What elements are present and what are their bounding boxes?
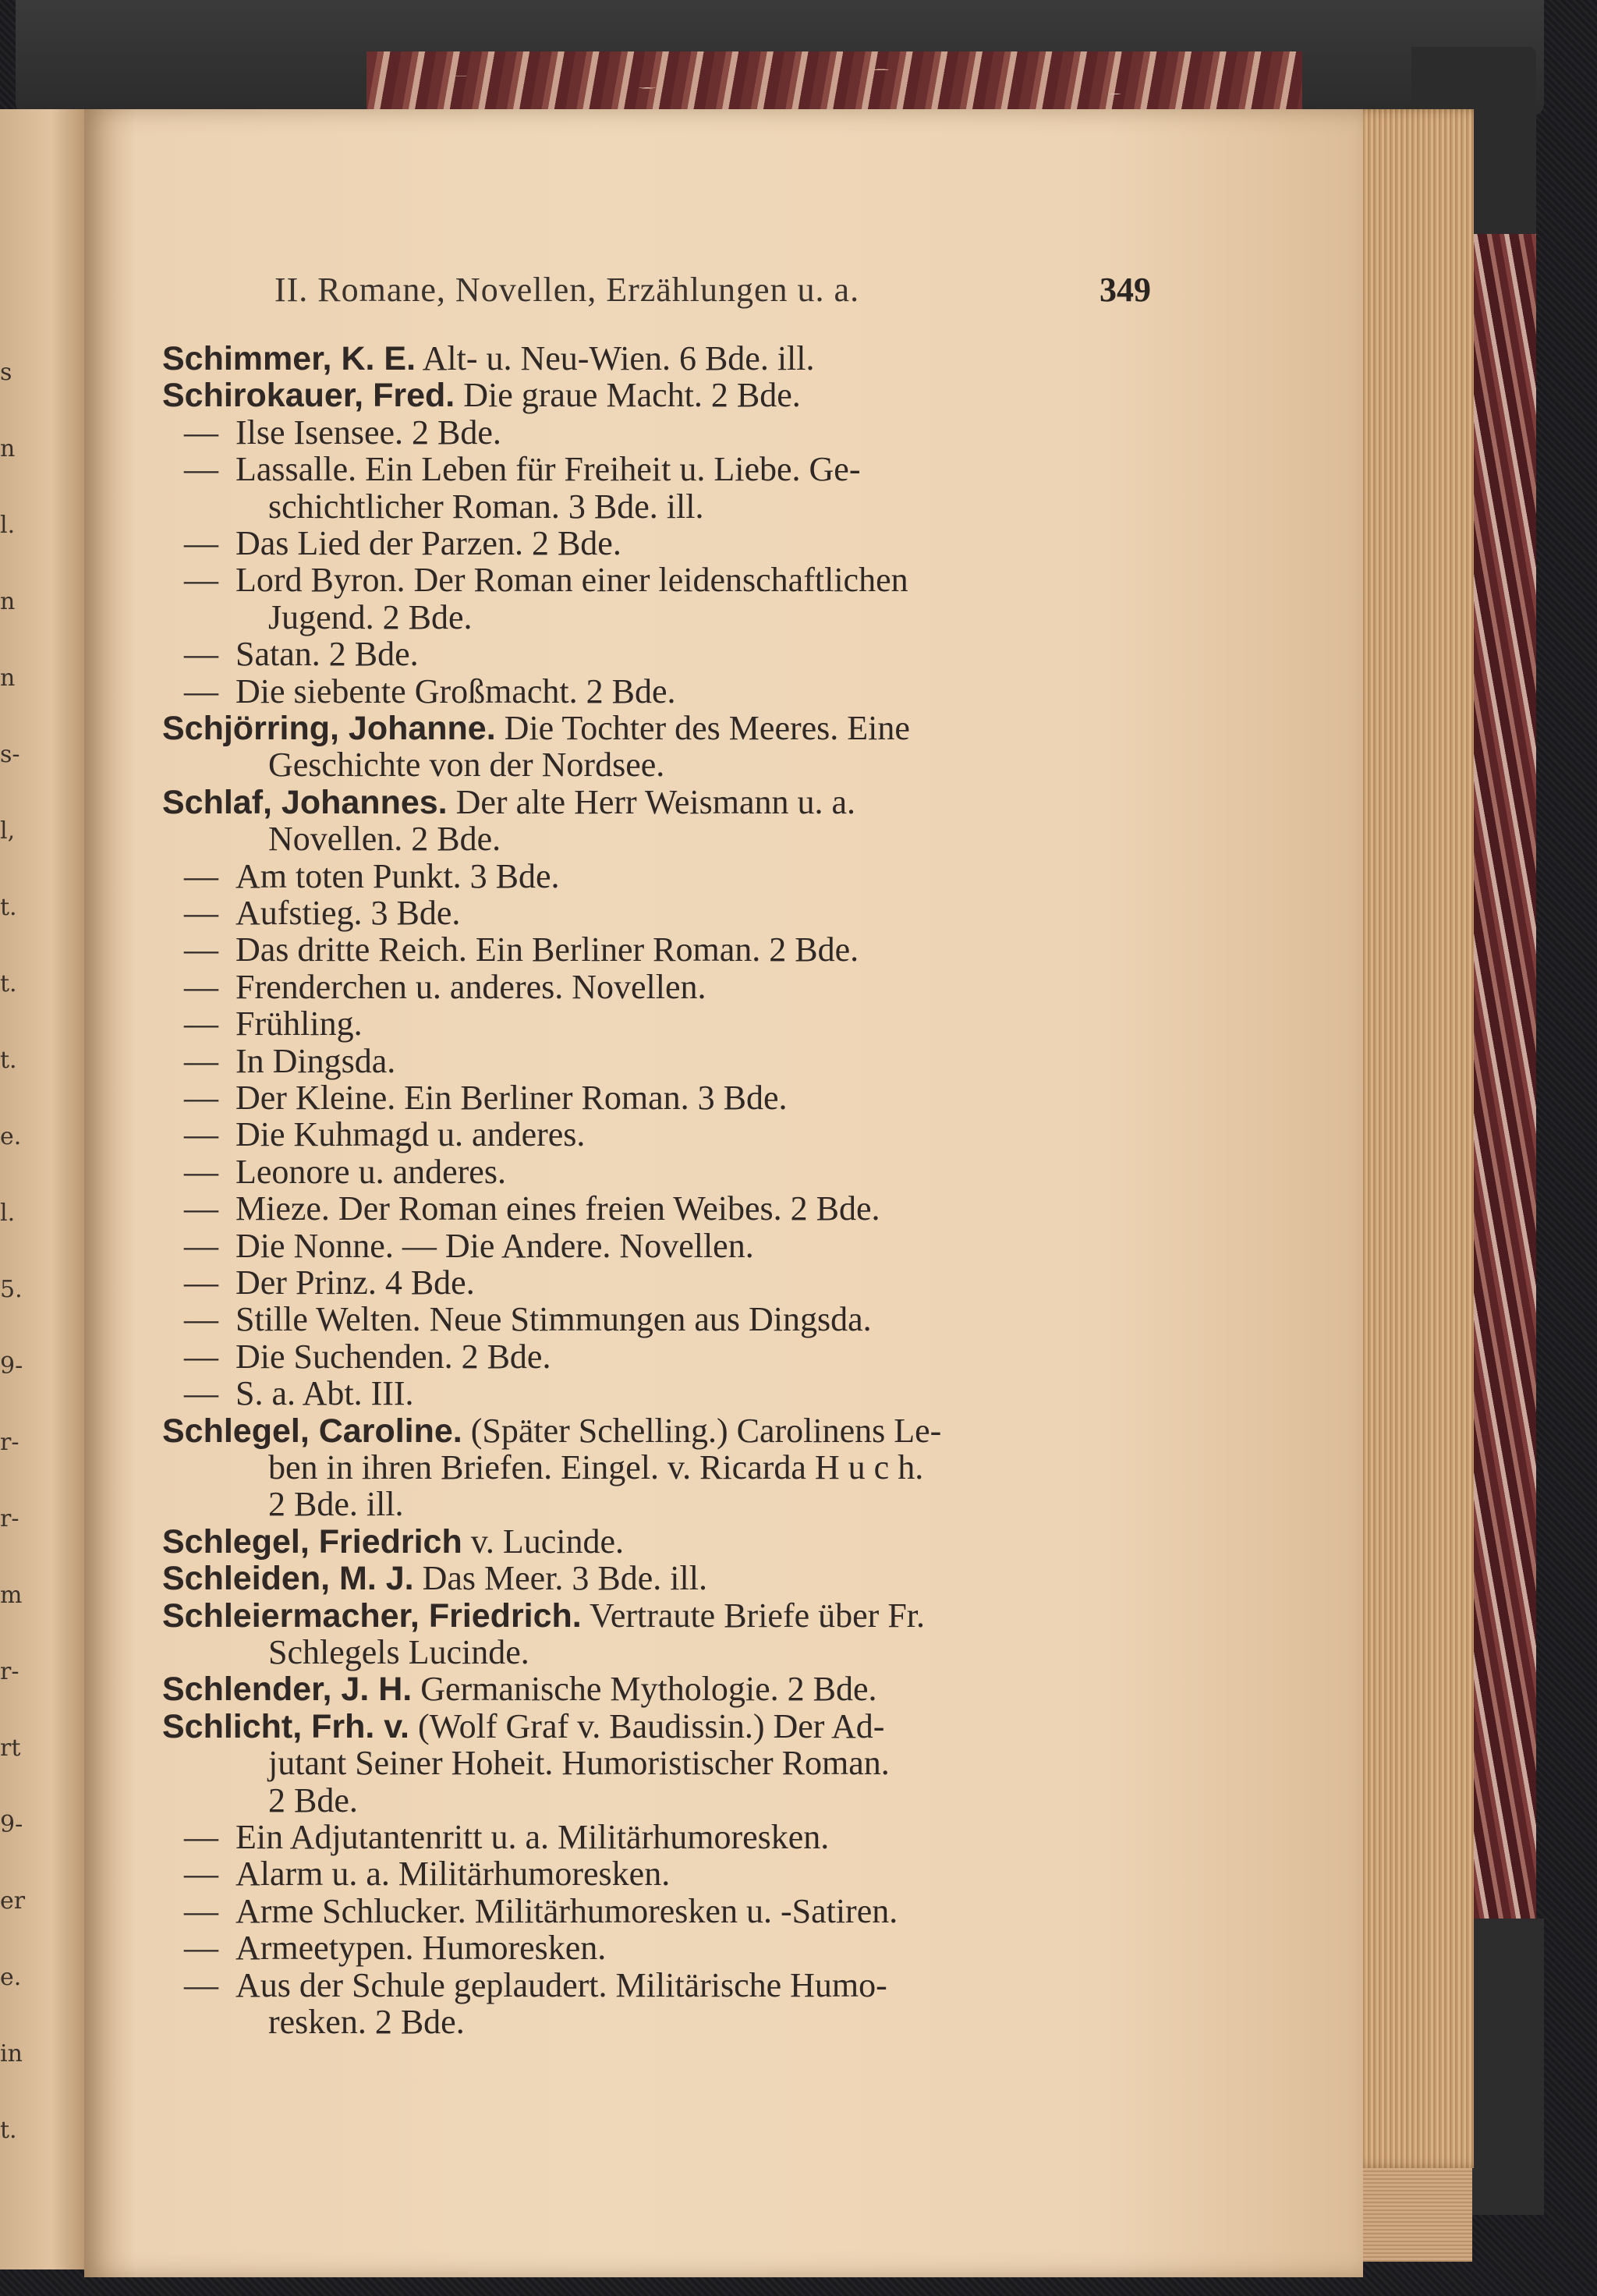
entry-author-line [162, 1671, 877, 1708]
ditto-dash: — [184, 1929, 218, 1968]
author-name: Schlicht, Frh. v. [162, 1707, 409, 1745]
entry-title-line [184, 1375, 414, 1412]
left-page-fragment: r- [0, 1505, 19, 1532]
ditto-dash: — [184, 413, 218, 452]
author-name: Schlender, J. H. [162, 1671, 413, 1709]
entry-title: Die siebente Großmacht. 2 Bde. [235, 671, 676, 710]
entry-title: Der Kleine. Ein Berliner Roman. 3 Bde. [235, 1079, 788, 1117]
ditto-dash: — [184, 450, 218, 489]
ditto-dash: — [184, 1004, 218, 1043]
entry-title-line [184, 636, 419, 673]
entry-title-line [184, 1079, 787, 1117]
ditto-dash: — [184, 1041, 218, 1080]
entry-title-line [184, 1116, 585, 1153]
entry-author-line [162, 1412, 941, 1450]
ditto-dash: — [184, 1337, 218, 1376]
entry-continuation-line: jutant Seiner Hoheit. Humoristischer Roman. [268, 1744, 890, 1783]
ditto-dash: — [184, 1079, 218, 1117]
entry-title: Am toten Punkt. 3 Bde. [235, 856, 560, 895]
entry-title: Aufstieg. 3 Bde. [235, 894, 461, 932]
ditto-dash: — [184, 1263, 218, 1302]
entry-continuation-line: Novellen. 2 Bde. [268, 820, 501, 859]
ditto-dash: — [184, 561, 218, 600]
entry-continuation-line: 2 Bde. [268, 1780, 358, 1819]
entry-author-line [162, 1597, 925, 1635]
entry-title-line [184, 858, 560, 895]
entry-title: Satan. 2 Bde. [235, 635, 419, 674]
left-page-fragment: n [0, 664, 16, 692]
marbled-edge-top [366, 51, 1302, 112]
entry-title: (Später Schelling.) Carolinens Le- [462, 1411, 942, 1450]
entry-title-line [184, 1893, 898, 1930]
entry-title: Ilse Isensee. 2 Bde. [235, 413, 501, 452]
entry-title-line [184, 525, 621, 562]
entry-title: Lord Byron. Der Roman einer leidenschaftlichen [235, 561, 908, 600]
entry-title: v. Lucinde. [462, 1522, 625, 1561]
ditto-dash: — [184, 930, 218, 969]
running-header: II. Romane, Novellen, Erzählungen u. a. [274, 271, 860, 309]
ditto-dash: — [184, 1818, 218, 1856]
left-facing-page [0, 109, 86, 2269]
left-page-fragment: e. [0, 1123, 22, 1150]
entry-title-line [184, 1153, 506, 1191]
entry-title-line [184, 1043, 395, 1080]
left-page-fragment: s [0, 359, 12, 386]
ditto-dash: — [184, 671, 218, 710]
left-page-fragment: m [0, 1582, 23, 1609]
entry-title-line [184, 1228, 754, 1265]
entry-continuation-line: 2 Bde. ill. [268, 1485, 404, 1524]
entry-continuation-line: Schlegels Lucinde. [268, 1633, 529, 1671]
left-page-fragment: s- [0, 741, 20, 768]
entry-author-line [162, 1560, 707, 1597]
entry-title-line [184, 1338, 551, 1376]
entry-title: Die graue Macht. 2 Bde. [455, 376, 801, 415]
ditto-dash: — [184, 1300, 218, 1339]
left-page-fragment: 9- [0, 1352, 23, 1380]
author-name: Schleiermacher, Friedrich. [162, 1596, 582, 1635]
entry-title: Das Lied der Parzen. 2 Bde. [235, 524, 621, 562]
entry-author-line [162, 784, 855, 821]
ditto-dash: — [184, 1152, 218, 1191]
ditto-dash: — [184, 967, 218, 1006]
ditto-dash: — [184, 1965, 218, 2004]
entry-continuation-line: schichtlicher Roman. 3 Bde. ill. [268, 487, 704, 526]
entry-title: Alarm u. a. Militärhumoresken. [235, 1855, 671, 1894]
author-name: Schlaf, Johannes. [162, 783, 448, 821]
entry-title-line [184, 1855, 670, 1893]
left-page-fragment: 9- [0, 1811, 23, 1838]
entry-title: In Dingsda. [235, 1041, 396, 1080]
page-number: 349 [1099, 271, 1151, 309]
entry-title: Frühling. [235, 1004, 363, 1043]
entry-author-line [162, 377, 801, 414]
entry-title-line [184, 1929, 606, 1967]
entry-author-line [162, 710, 910, 747]
entry-continuation-line: resken. 2 Bde. [268, 2003, 465, 2041]
entry-title: Stille Welten. Neue Stimmungen aus Dingsda. [235, 1300, 872, 1339]
left-page-fragment: n [0, 435, 16, 462]
left-page-fragment: r- [0, 1658, 19, 1685]
ditto-dash: — [184, 1226, 218, 1265]
entry-title-line [184, 562, 908, 599]
entry-title: Lassalle. Ein Leben für Freiheit u. Liebe. Ge- [235, 450, 861, 489]
ditto-dash: — [184, 1855, 218, 1894]
entry-author-line [162, 1523, 624, 1561]
entry-title: Die Nonne. — Die Andere. Novellen. [235, 1226, 754, 1265]
entry-title: Arme Schlucker. Militärhumoresken u. -Satiren. [235, 1891, 898, 1930]
left-page-fragment: t. [0, 970, 17, 997]
ditto-dash: — [184, 1374, 218, 1413]
author-name: Schimmer, K. E. [162, 340, 416, 377]
entry-title-line [184, 895, 460, 932]
ditto-dash: — [184, 1189, 218, 1228]
ditto-dash: — [184, 524, 218, 562]
author-name: Schlegel, Friedrich [162, 1522, 462, 1561]
entry-continuation-line: Geschichte von der Nordsee. [268, 746, 665, 785]
entry-title: Das dritte Reich. Ein Berliner Roman. 2 Bde. [235, 930, 859, 969]
entry-continuation-line: Jugend. 2 Bde. [268, 597, 473, 636]
entry-title: Der Prinz. 4 Bde. [235, 1263, 475, 1302]
left-page-fragment: er [0, 1887, 26, 1915]
entry-title: Das Meer. 3 Bde. ill. [413, 1559, 707, 1598]
left-page-fragment: t. [0, 894, 17, 921]
left-page-fragment: t. [0, 2117, 17, 2144]
entry-title-line [184, 673, 676, 710]
left-page-fragment: l. [0, 512, 16, 539]
entry-title: Mieze. Der Roman eines freien Weibes. 2 Bde. [235, 1189, 880, 1228]
left-page-fragment: l. [0, 1199, 16, 1227]
author-name: Schjörring, Johanne. [162, 710, 496, 747]
entry-title-line [184, 1967, 887, 2004]
entry-title: (Wolf Graf v. Baudissin.) Der Ad- [409, 1706, 885, 1745]
entry-title: Frenderchen u. anderes. Novellen. [235, 967, 706, 1006]
entry-title-line [184, 931, 859, 969]
entry-title: Aus der Schule geplaudert. Militärische Humo- [235, 1965, 887, 2004]
left-page-fragment: n [0, 588, 16, 615]
left-page-fragment: e. [0, 1964, 22, 1991]
author-name: Schleiden, M. J. [162, 1560, 414, 1598]
left-page-fragment: 5. [0, 1276, 23, 1303]
author-name: Schirokauer, Fred. [162, 377, 455, 415]
entry-title: Der alte Herr Weismann u. a. [447, 782, 856, 821]
entry-title-line [184, 969, 706, 1006]
entry-title: Germanische Mythologie. 2 Bde. [412, 1670, 877, 1709]
entry-author-line [162, 340, 815, 377]
entry-title-line [184, 1264, 475, 1302]
entry-title: S. a. Abt. III. [235, 1374, 414, 1413]
entry-title-line [184, 451, 860, 488]
author-name: Schlegel, Caroline. [162, 1412, 462, 1450]
entry-title-line [184, 1301, 872, 1338]
entry-title: Armeetypen. Humoresken. [235, 1929, 607, 1968]
left-page-fragment: r- [0, 1429, 19, 1456]
ditto-dash: — [184, 856, 218, 895]
entry-title-line [184, 1005, 363, 1043]
entry-title: Alt- u. Neu-Wien. 6 Bde. ill. [416, 339, 815, 377]
entry-title-line [184, 414, 501, 452]
entry-title: Leonore u. anderes. [235, 1152, 506, 1191]
left-page-fragment: t. [0, 1047, 17, 1074]
ditto-dash: — [184, 894, 218, 932]
left-page-fragment: l, [0, 817, 16, 845]
entry-title: Die Kuhmagd u. anderes. [235, 1115, 586, 1154]
entry-author-line [162, 1708, 884, 1745]
entry-title: Vertraute Briefe über Fr. [581, 1596, 926, 1635]
entry-continuation-line: ben in ihren Briefen. Eingel. v. Ricarda H u c h. [268, 1448, 924, 1486]
entry-title: Ein Adjutantenritt u. a. Militärhumoresken. [235, 1818, 830, 1856]
ditto-dash: — [184, 1115, 218, 1154]
entry-title-line [184, 1819, 829, 1856]
entry-title-line [184, 1190, 880, 1228]
left-page-fragment: rt [0, 1734, 21, 1762]
entry-title: Die Suchenden. 2 Bde. [235, 1337, 551, 1376]
ditto-dash: — [184, 1891, 218, 1930]
entry-title: Die Tochter des Meeres. Eine [495, 709, 910, 747]
left-page-fragment: in [0, 2040, 23, 2067]
ditto-dash: — [184, 635, 218, 674]
